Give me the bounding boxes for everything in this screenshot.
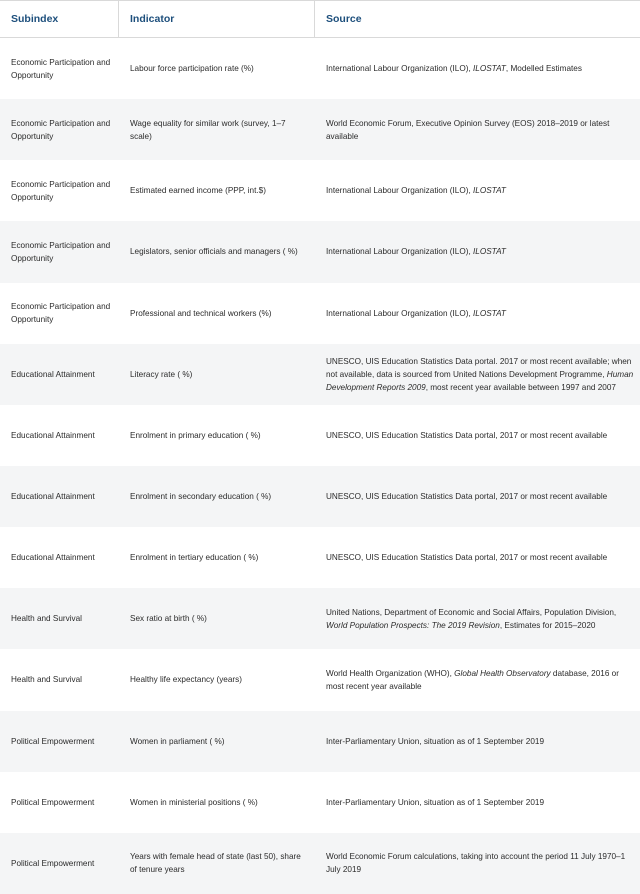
cell-indicator: Women in parliament ( %) bbox=[130, 736, 225, 746]
source-segment: , Modelled Estimates bbox=[505, 64, 582, 74]
source-segment: Inter-Parliamentary Union, situation as of 1 September 2019 bbox=[326, 797, 544, 807]
cell-indicator: Wage equality for similar work (survey, 1–7 scale) bbox=[130, 118, 286, 141]
source-segment: Inter-Parliamentary Union, situation as of 1 September 2019 bbox=[326, 736, 544, 746]
cell-subindex: Health and Survival bbox=[11, 675, 82, 685]
cell-subindex: Economic Participation and Opportunity bbox=[11, 240, 111, 263]
cell-source bbox=[315, 833, 640, 894]
cell-source bbox=[315, 711, 640, 772]
cell-subindex: Educational Attainment bbox=[11, 553, 95, 563]
table-row bbox=[0, 833, 640, 894]
source-segment: database, 2016 or most recent year available bbox=[326, 668, 619, 691]
source-text bbox=[326, 551, 607, 564]
cell-subindex: Economic Participation and Opportunity bbox=[11, 57, 111, 80]
cell-indicator: Women in ministerial positions ( %) bbox=[130, 797, 258, 807]
cell-subindex: Economic Participation and Opportunity bbox=[11, 118, 111, 141]
source-text bbox=[326, 355, 638, 394]
cell-source bbox=[315, 527, 640, 588]
source-text bbox=[326, 117, 638, 143]
source-segment: International Labour Organization (ILO), bbox=[326, 186, 474, 196]
table-row bbox=[0, 160, 640, 221]
cell-source bbox=[315, 38, 640, 99]
source-segment: International Labour Organization (ILO), bbox=[326, 308, 474, 318]
source-segment: , Estimates for 2015–2020 bbox=[499, 620, 596, 630]
source-text bbox=[326, 307, 506, 320]
source-text bbox=[326, 62, 582, 75]
source-italic-title: Global Health Observatory bbox=[454, 668, 551, 678]
source-segment: , most recent year available between 1997 and 2007 bbox=[425, 382, 616, 392]
cell-subindex: Educational Attainment bbox=[11, 492, 95, 502]
source-italic-title: Human Development Reports 2009 bbox=[326, 369, 634, 392]
cell-source bbox=[315, 405, 640, 466]
header-indicator: Indicator bbox=[119, 1, 315, 37]
source-text bbox=[326, 245, 506, 258]
source-text bbox=[326, 429, 607, 442]
table-row bbox=[0, 38, 640, 99]
source-italic-title: ILOSTAT bbox=[473, 64, 506, 74]
source-segment: UNESCO, UIS Education Statistics Data portal, 2017 or most recent available bbox=[326, 492, 608, 502]
table-row bbox=[0, 772, 640, 833]
table-row bbox=[0, 405, 640, 466]
table-row bbox=[0, 588, 640, 649]
source-text bbox=[326, 850, 638, 876]
source-segment: World Economic Forum calculations, taking into account the period 11 July 1970–1 July 2019 bbox=[326, 852, 626, 875]
cell-indicator: Estimated earned income (PPP, int.$) bbox=[130, 186, 266, 196]
source-segment: World Health Organization (WHO), bbox=[326, 668, 455, 678]
cell-indicator: Sex ratio at birth ( %) bbox=[130, 614, 207, 624]
source-text bbox=[326, 796, 544, 809]
source-italic-title: ILOSTAT bbox=[473, 186, 506, 196]
cell-indicator: Enrolment in primary education ( %) bbox=[130, 430, 261, 440]
cell-source bbox=[315, 221, 640, 282]
table-row bbox=[0, 221, 640, 282]
cell-indicator: Professional and technical workers (%) bbox=[130, 308, 272, 318]
cell-source bbox=[315, 772, 640, 833]
source-segment: United Nations, Department of Economic and Social Affairs, Population Division, bbox=[326, 607, 617, 617]
source-segment: UNESCO, UIS Education Statistics Data portal, 2017 or most recent available bbox=[326, 430, 608, 440]
header-subindex: Subindex bbox=[0, 1, 119, 37]
source-segment: International Labour Organization (ILO), bbox=[326, 247, 474, 257]
table-row bbox=[0, 466, 640, 527]
cell-source bbox=[315, 160, 640, 221]
cell-subindex: Health and Survival bbox=[11, 614, 82, 624]
cell-indicator: Literacy rate ( %) bbox=[130, 369, 193, 379]
cell-subindex: Political Empowerment bbox=[11, 858, 95, 868]
source-italic-title: ILOSTAT bbox=[473, 247, 506, 257]
table-row bbox=[0, 649, 640, 710]
source-segment: World Economic Forum, Executive Opinion Survey (EOS) 2018–2019 or latest available bbox=[326, 118, 610, 141]
table-row bbox=[0, 344, 640, 405]
cell-source bbox=[315, 283, 640, 344]
source-italic-title: ILOSTAT bbox=[473, 308, 506, 318]
cell-indicator: Enrolment in tertiary education ( %) bbox=[130, 553, 259, 563]
cell-indicator: Legislators, senior officials and managers ( %) bbox=[130, 247, 298, 257]
source-segment: UNESCO, UIS Education Statistics Data portal, 2017 or most recent available bbox=[326, 553, 608, 563]
cell-subindex: Political Empowerment bbox=[11, 736, 95, 746]
header-source: Source bbox=[326, 13, 362, 25]
source-segment: International Labour Organization (ILO), bbox=[326, 64, 474, 74]
table-row bbox=[0, 283, 640, 344]
table-row bbox=[0, 99, 640, 160]
source-text bbox=[326, 184, 506, 197]
table-header bbox=[0, 0, 640, 38]
cell-source bbox=[315, 588, 640, 649]
cell-source bbox=[315, 99, 640, 160]
cell-indicator: Healthy life expectancy (years) bbox=[130, 675, 242, 685]
cell-subindex: Economic Participation and Opportunity bbox=[11, 179, 111, 202]
source-text bbox=[326, 490, 607, 503]
source-italic-title: World Population Prospects: The 2019 Revision bbox=[326, 620, 500, 630]
cell-indicator: Years with female head of state (last 50), share of tenure years bbox=[130, 852, 301, 875]
cell-subindex: Economic Participation and Opportunity bbox=[11, 302, 111, 325]
source-text bbox=[326, 735, 544, 748]
cell-subindex: Educational Attainment bbox=[11, 369, 95, 379]
cell-subindex: Political Empowerment bbox=[11, 797, 95, 807]
cell-source bbox=[315, 649, 640, 710]
table-body bbox=[0, 38, 640, 894]
cell-source bbox=[315, 466, 640, 527]
cell-indicator: Enrolment in secondary education ( %) bbox=[130, 492, 272, 502]
table-row bbox=[0, 711, 640, 772]
cell-subindex: Educational Attainment bbox=[11, 430, 95, 440]
cell-source bbox=[315, 344, 640, 405]
table-row bbox=[0, 527, 640, 588]
cell-indicator: Labour force participation rate (%) bbox=[130, 64, 254, 74]
source-text bbox=[326, 606, 638, 632]
source-segment: UNESCO, UIS Education Statistics Data portal. 2017 or most recent available; when not available, data is sourced from United Nations Development Programme, bbox=[326, 356, 632, 379]
source-text bbox=[326, 667, 638, 693]
